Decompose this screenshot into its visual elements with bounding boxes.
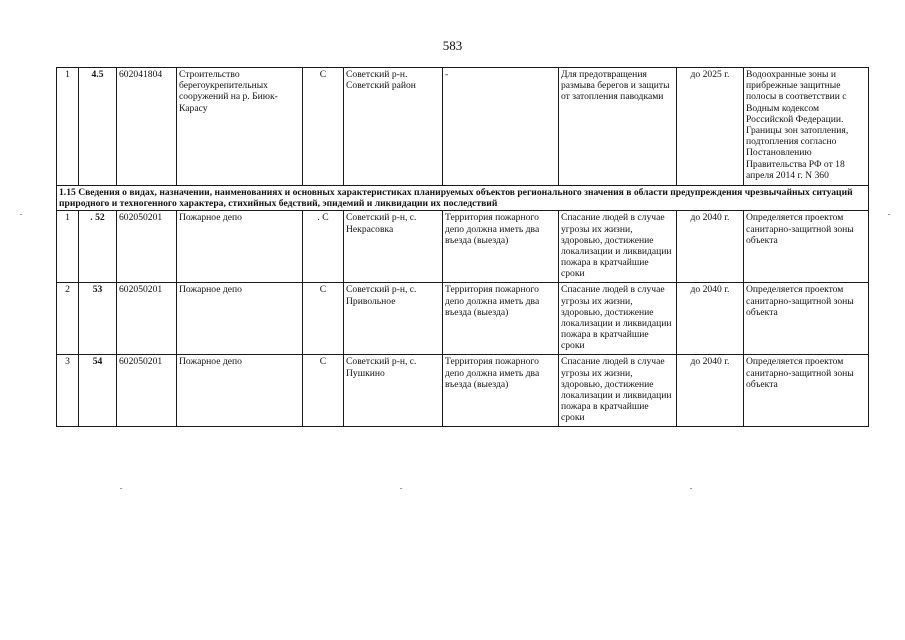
object-purpose: Спасание людей в случае угрозы их жизни, здоровью, достижение локализации и ликвидации пожара в кратчайшие сроки (559, 283, 677, 355)
row-index: 2 (57, 283, 79, 355)
object-location: Советский р-н, с. Пушкино (344, 355, 443, 427)
section-header: 1.15 Сведения о видах, назначении, наименованиях и основных характеристиках планируемых объектов регионального значения в области предупреждения чрезвычайных ситуаций природного и техногенного характера, стихийных бедствий, эпидемий и ликвидации их последствий (57, 186, 869, 211)
row-index: 1 (57, 68, 79, 186)
table-row (57, 211, 869, 283)
object-code: 602050201 (117, 283, 177, 355)
object-location: Советский р-н. Советский район (344, 68, 443, 186)
row-index: 3 (57, 355, 79, 427)
object-deadline: до 2040 г. (677, 283, 744, 355)
object-category: . С (303, 211, 344, 283)
object-location: Советский р-н, с. Некрасовка (344, 211, 443, 283)
object-purpose: Спасание людей в случае угрозы их жизни, здоровью, достижение локализации и ликвидации пожара в кратчайшие сроки (559, 211, 677, 283)
object-requirements: Территория пожарного депо должна иметь два въезда (выезда) (443, 211, 559, 283)
object-deadline: до 2025 г. (677, 68, 744, 186)
object-code: 602041804 (117, 68, 177, 186)
object-purpose: Для предотвращения размыва берегов и защиты от затопления паводками (559, 68, 677, 186)
scan-artifact (690, 488, 692, 489)
object-location: Советский р-н, с. Привольное (344, 283, 443, 355)
object-number: 54 (79, 355, 117, 427)
object-name: Пожарное депо (177, 211, 303, 283)
object-number: . 52 (79, 211, 117, 283)
object-requirements: Территория пожарного депо должна иметь два въезда (выезда) (443, 283, 559, 355)
object-requirements: Территория пожарного депо должна иметь два въезда (выезда) (443, 355, 559, 427)
object-zones: Определяется проектом санитарно-защитной зоны объекта (744, 211, 869, 283)
object-code: 602050201 (117, 355, 177, 427)
scan-artifact (400, 488, 402, 489)
object-purpose: Спасание людей в случае угрозы их жизни, здоровью, достижение локализации и ликвидации пожара в кратчайшие сроки (559, 355, 677, 427)
object-category: С (303, 68, 344, 186)
table-row (57, 355, 869, 427)
object-requirements: - (443, 68, 559, 186)
object-zones: Определяется проектом санитарно-защитной зоны объекта (744, 355, 869, 427)
scan-artifact (20, 214, 22, 215)
object-zones: Водоохранные зоны и прибрежные защитные полосы в соответствии с Водным кодексом Российской Федерации. Границы зон затопления, подтопления согласно Постановлению Правительства РФ от 18 апреля 2014 г. N 360 (744, 68, 869, 186)
objects-table (56, 67, 869, 427)
scan-artifact (120, 488, 122, 489)
row-index: 1 (57, 211, 79, 283)
scan-artifact (888, 214, 890, 215)
section-header-row (57, 186, 869, 211)
object-number: 4.5 (79, 68, 117, 186)
page-number: 583 (442, 38, 463, 53)
object-name: Пожарное депо (177, 283, 303, 355)
object-category: С (303, 355, 344, 427)
object-name: Строительство берегоукрепительных сооружений на р. Биюк-Карасу (177, 68, 303, 186)
table-row (57, 68, 869, 186)
object-code: 602050201 (117, 211, 177, 283)
object-category: С (303, 283, 344, 355)
object-number: 53 (79, 283, 117, 355)
object-zones: Определяется проектом санитарно-защитной зоны объекта (744, 283, 869, 355)
table-row (57, 283, 869, 355)
object-name: Пожарное депо (177, 355, 303, 427)
object-deadline: до 2040 г. (677, 355, 744, 427)
object-deadline: до 2040 г. (677, 211, 744, 283)
